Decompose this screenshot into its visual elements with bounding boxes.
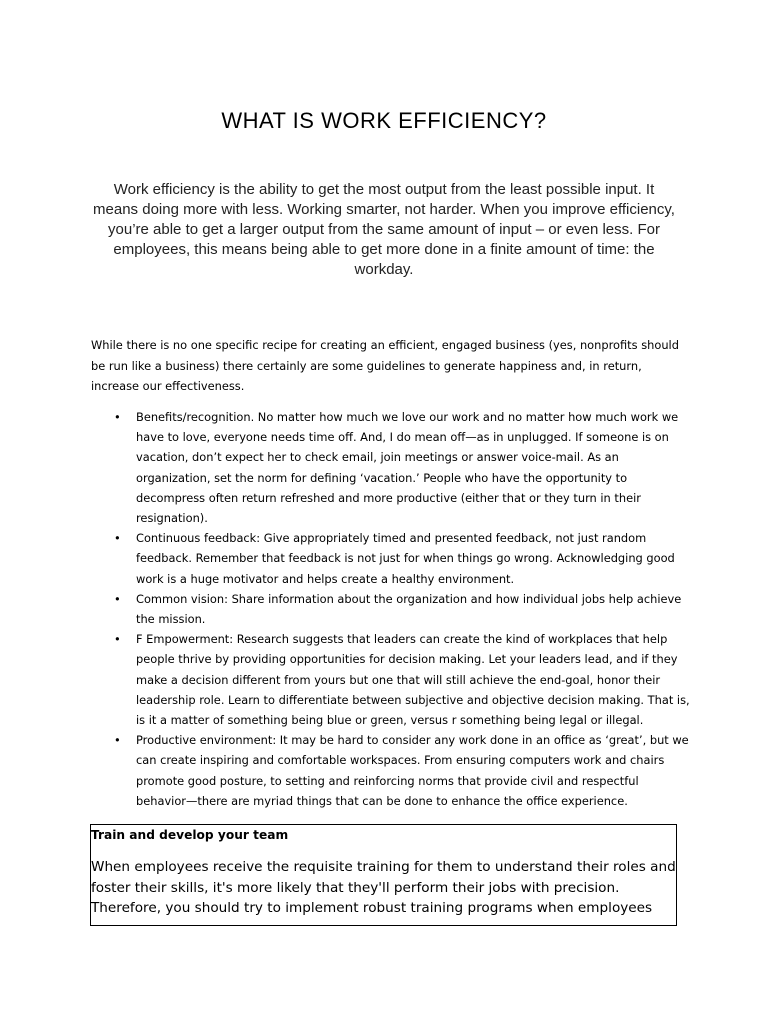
- page-title: WHAT IS WORK EFFICIENCY?: [221, 108, 547, 133]
- train-heading: Train and develop your team: [91, 828, 289, 842]
- bullet-icon: •: [114, 733, 121, 748]
- list-item: [91, 730, 691, 811]
- bullet-icon: •: [114, 410, 121, 424]
- list-item: [91, 589, 691, 629]
- bullet-icon: •: [114, 632, 121, 647]
- train-paragraph: When employees receive the requisite training for them to understand their roles and foster their skills, it's more likely that they'll perform their jobs with precision. Therefore, you should try to implement robust training programs when employees: [91, 859, 676, 916]
- intro-paragraph: Work efficiency is the ability to get the most output from the least possible input. It means doing more with less. Working smarter, not harder. When you improve efficiency, you’re able to get a larger output from the same amount of input – or even less. For employees, this means being able to get more done in a finite amount of time: the workday.: [93, 181, 675, 278]
- guidelines-list: [91, 407, 691, 811]
- train-section-box: [90, 824, 677, 926]
- lead-paragraph: While there is no one specific recipe for creating an efficient, engaged business (yes, nonprofits should be run like a business) there certainly are some guidelines to generate happiness and, in return, increase our effectiveness.: [91, 338, 679, 393]
- list-item: [91, 528, 691, 589]
- bullet-icon: •: [114, 591, 121, 606]
- list-item: [91, 407, 691, 528]
- list-item-text: Continuous feedback: Give appropriately timed and presented feedback, not just random feedback. Remember that feedback is not just for when things go wrong. Acknowledging good work is a huge motivator and helps create a healthy environment.: [136, 531, 675, 586]
- list-item-text: F Empowerment: Research suggests that leaders can create the kind of workplaces that help people thrive by providing opportunities for decision making. Let your leaders lead, and if they make a decision different from yours but one that will still achieve the end-goal, honor their leadership role. Learn to differentiate between subjective and objective decision making. That is, is it a matter of something being blue or green, versus r something being legal or illegal.: [136, 632, 690, 728]
- bullet-icon: •: [114, 531, 121, 546]
- list-item: [91, 629, 691, 730]
- list-item-text: Productive environment: It may be hard to consider any work done in an office as ‘great’, but we can create inspiring and comfortable workspaces. From ensuring computers work and chairs promote good posture, to setting and reinforcing norms that provide civil and respectful behavior—there are myriad things that can be done to enhance the office experience.: [136, 733, 689, 808]
- list-item-text: Benefits/recognition. No matter how much we love our work and no matter how much work we have to love, everyone needs time off. And, I do mean off—as in unplugged. If someone is on vacation, don’t expect her to check email, join meetings or answer voice-mail. As an organization, set the norm for defining ‘vacation.’ People who have the opportunity to decompress often return refreshed and more productive (either that or they turn in their resignation).: [136, 410, 679, 526]
- list-item-text: Common vision: Share information about the organization and how individual jobs help achieve the mission.: [136, 591, 682, 627]
